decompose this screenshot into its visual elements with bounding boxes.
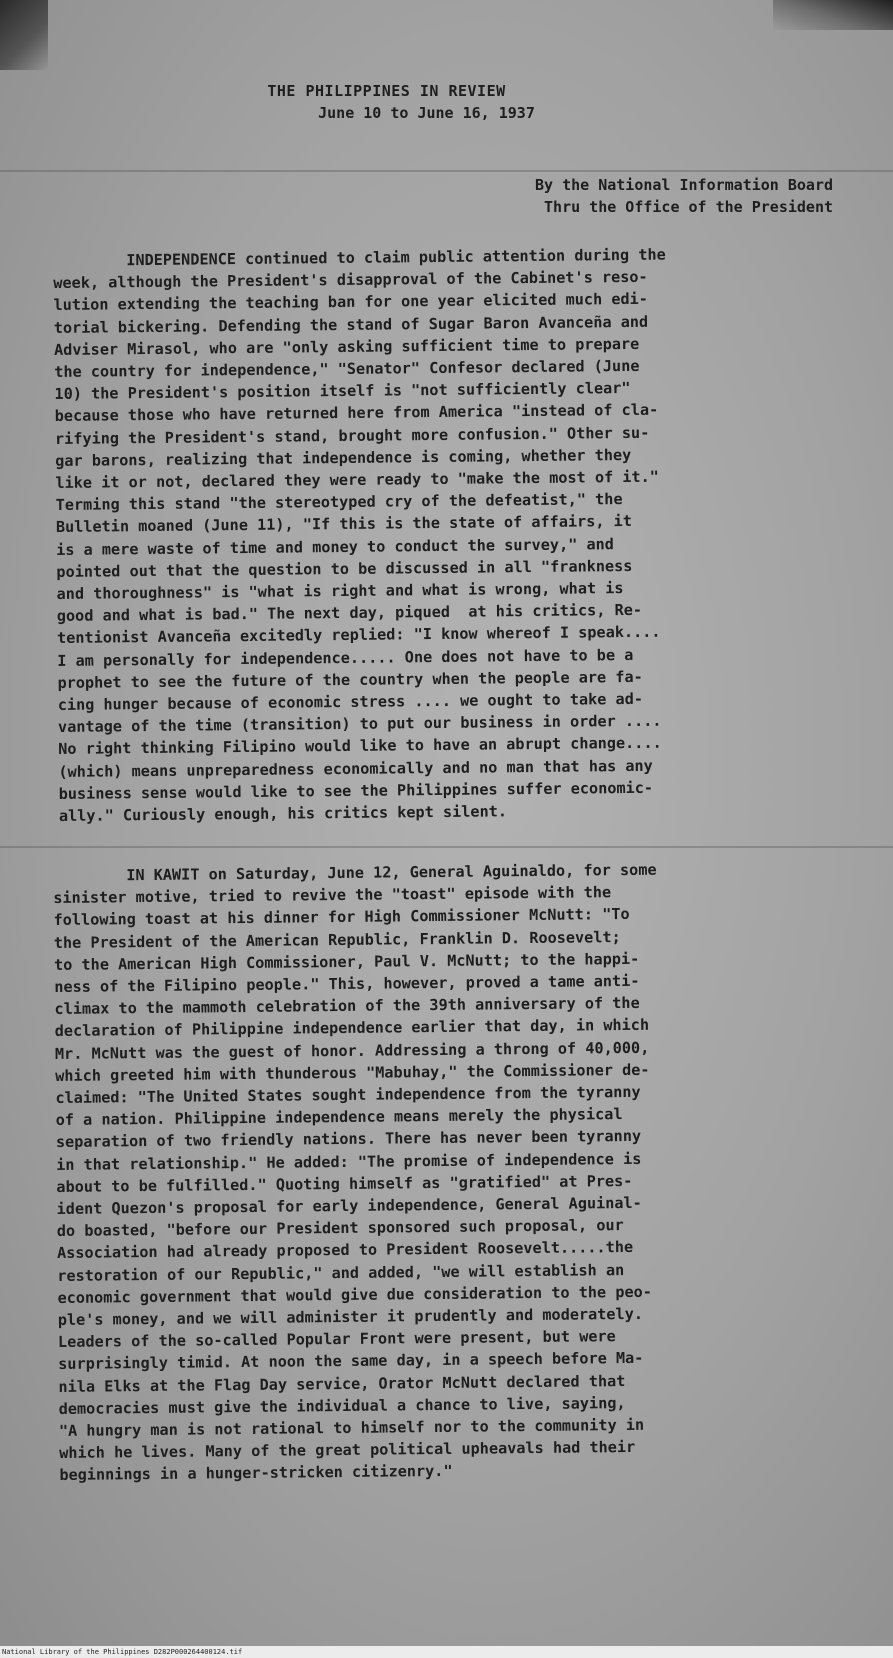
text-line: which he lives. Many of the great political upheavals had their xyxy=(59,1438,636,1463)
text-line: claimed: "The United States sought independence from the tyranny xyxy=(55,1082,641,1108)
document-date-range: June 10 to June 16, 1937 xyxy=(318,104,535,122)
text-line: INDEPENDENCE continued to claim public attention during the xyxy=(53,245,666,270)
text-line: torial bickering. Defending the stand of Sugar Baron Avanceña and xyxy=(53,312,649,337)
text-line: Adviser Mirasol, who are "only asking sufficient time to prepare xyxy=(53,334,640,359)
text-line: IN KAWIT on Saturday, June 12, General Aguinaldo, for some xyxy=(53,860,657,885)
text-line: is a mere waste of time and money to conduct the survey," and xyxy=(56,534,614,559)
text-line: good and what is bad." The next day, piqued at his critics, Re- xyxy=(56,601,643,626)
text-line: Leaders of the so-called Popular Front were present, but were xyxy=(57,1327,616,1352)
text-line: ally." Curiously enough, his critics kept silent. xyxy=(58,802,508,826)
text-line: separation of two friendly nations. There has never been tyranny xyxy=(55,1127,642,1152)
page-fold-line xyxy=(0,846,893,848)
text-line: declaration of Philippine independence earlier that day, in which xyxy=(54,1016,650,1041)
text-line: prophet to see the future of the country when the people are fa- xyxy=(57,667,643,692)
text-line: ple's money, and we will administer it prudently and moderately. xyxy=(57,1304,644,1330)
text-line: rifying the President's stand, brought more confusion." Other su- xyxy=(54,423,650,448)
text-line: surprisingly timid. At noon the same day, in a speech before Ma- xyxy=(58,1349,644,1374)
text-line: the country for independence," "Senator" Confesor declared (June xyxy=(54,356,640,382)
text-line: which greeted him with thunderous "Mabuhay," the Commissioner de- xyxy=(55,1060,650,1085)
document-title: THE PHILIPPINES IN REVIEW xyxy=(267,82,506,100)
text-line: business sense would like to see the Philippines suffer economic- xyxy=(58,778,654,803)
text-line: democracies must give the individual a chance to live, saying, xyxy=(58,1393,626,1418)
text-line: I am personally for independence..... One does not have to be a xyxy=(57,645,634,670)
text-line: (which) means unpreparedness economically and no man that has any xyxy=(58,756,653,781)
text-line: do boasted, "before our President sponsored such proposal, our xyxy=(56,1216,624,1241)
text-line: the President of the American Republic, Franklin D. Roosevelt; xyxy=(53,927,621,952)
paragraph-kawit xyxy=(53,857,809,1487)
scan-shadow-top-right xyxy=(773,0,893,30)
text-line: to the American High Commissioner, Paul V. McNutt; to the happi- xyxy=(53,949,640,974)
text-line: of a nation. Philippine independence means merely the physical xyxy=(55,1105,623,1130)
text-line: beginnings in a hunger-stricken citizenry." xyxy=(59,1462,453,1485)
text-line: gar barons, realizing that independence is coming, whether they xyxy=(55,445,632,470)
text-line: pointed out that the question to be discussed in all "frankness xyxy=(56,556,633,581)
archive-footer: National Library of the Philippines D282P000264400124.tif xyxy=(0,1646,893,1658)
page-fold-line xyxy=(0,170,893,172)
paragraph-independence xyxy=(53,242,809,827)
text-line: and thoroughness" is "what is right and what is wrong, what is xyxy=(56,579,624,604)
text-line: in that relationship." He added: "The promise of independence is xyxy=(56,1149,642,1174)
text-line: economic government that would give due consideration to the peo- xyxy=(57,1282,652,1307)
text-line: week, although the President's disapproval of the Cabinet's reso- xyxy=(53,267,648,293)
text-line: Mr. McNutt was the guest of honor. Addressing a throng of 40,000, xyxy=(54,1038,650,1063)
text-line: 10) the President's position itself is "not sufficiently clear" xyxy=(54,379,631,404)
text-line: No right thinking Filipino would like to have an abrupt change.... xyxy=(58,734,662,759)
text-line: ident Quezon's proposal for early independence, General Aguinal- xyxy=(56,1193,642,1219)
text-line: Association had already proposed to President Roosevelt.....the xyxy=(56,1238,634,1263)
text-line: like it or not, declared they were ready to "make the most of it." xyxy=(55,467,659,493)
text-line: sinister motive, tried to revive the "toast" episode with the xyxy=(53,883,612,908)
scan-shadow-top-left xyxy=(0,0,48,70)
text-line: cing hunger because of economic stress .... we ought to take ad- xyxy=(57,689,644,715)
text-line: "A hungry man is not rational to himself nor to the community in xyxy=(58,1415,645,1441)
byline-source: By the National Information Board xyxy=(534,176,833,194)
text-line: nila Elks at the Flag Day service, Orator McNutt declared that xyxy=(58,1371,626,1396)
text-line: Terming this stand "the stereotyped cry of the defeatist," the xyxy=(55,490,623,515)
text-line: climax to the mammoth celebration of the 39th anniversary of the xyxy=(54,994,640,1019)
text-line: following toast at his dinner for High Commissioner McNutt: "To xyxy=(53,905,630,930)
text-line: tentionist Avanceña excitedly replied: "I know whereof I speak.... xyxy=(56,623,661,648)
text-line: Bulletin moaned (June 11), "If this is the state of affairs, it xyxy=(55,512,633,537)
text-line: restoration of our Republic," and added, "we will establish an xyxy=(57,1260,625,1285)
text-line: ness of the Filipino people." This, however, proved a tame anti- xyxy=(54,971,640,997)
text-line: because those who have returned here from America "instead of cla- xyxy=(54,401,659,426)
text-line: lution extending the teaching ban for one year elicited much edi- xyxy=(53,290,648,315)
text-line: vantage of the time (transition) to put our business in order .... xyxy=(57,711,662,737)
byline-office: Thru the Office of the President xyxy=(544,198,833,216)
text-line: about to be fulfilled." Quoting himself as "gratified" at Pres- xyxy=(56,1171,633,1196)
